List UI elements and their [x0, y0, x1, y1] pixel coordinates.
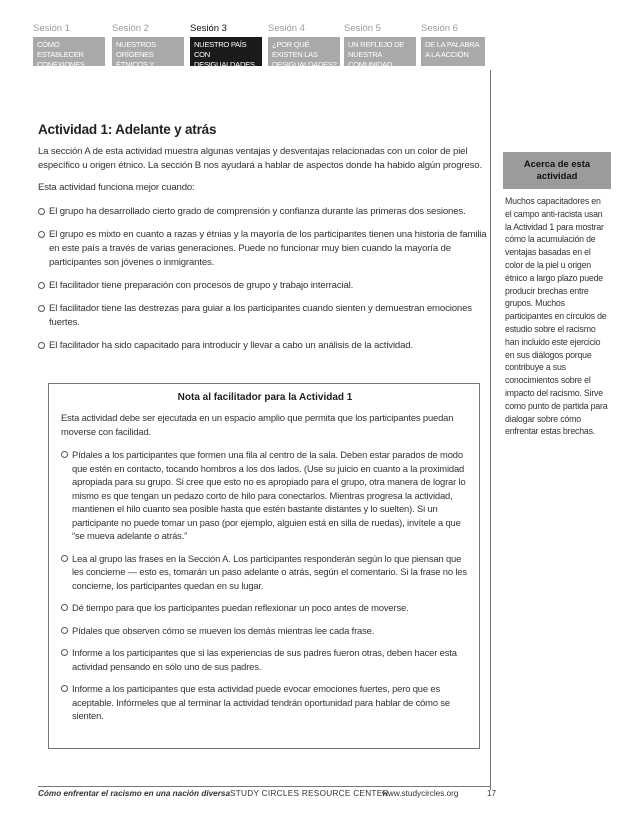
page-footer — [38, 789, 498, 803]
list-item-text: El grupo es mixto en cuanto a razas y étnias y la mayoría de los participantes tienen una historia de familia en este país a través de varias generaciones. Puede no funcionar muy bien cuando la mayoría de participantes son jóvenes o inmigrantes. — [49, 229, 487, 268]
list-item — [38, 339, 488, 353]
list-item-text: Informe a los participantes que si las experiencias de sus padres fueron otras, deben hacer esta actividad pensando en sólo uno de sus padres. — [72, 647, 457, 672]
tab-session-2[interactable] — [112, 22, 184, 79]
tab-session-title: CÓMO ESTABLECER CONEXIONES — [33, 37, 105, 66]
sidebar-about — [503, 152, 611, 438]
circle-bullet-icon — [61, 451, 68, 458]
column-divider — [490, 70, 491, 790]
circle-bullet-icon — [38, 208, 45, 215]
tab-session-label: Sesión 6 — [421, 23, 458, 34]
list-item — [61, 646, 469, 673]
circle-bullet-icon — [61, 555, 68, 562]
note-title: Nota al facilitador para la Actividad 1 — [177, 392, 353, 403]
tab-session-3[interactable] — [190, 22, 262, 70]
list-item — [38, 205, 488, 219]
tab-session-title: DE LA PALABRA A LA ACCIÓN — [421, 37, 485, 66]
circle-bullet-icon — [61, 604, 68, 611]
list-item — [61, 448, 469, 543]
activity-title: Actividad 1: Adelante y atrás — [38, 122, 217, 137]
circle-bullet-icon — [61, 685, 68, 692]
activity-section — [38, 122, 488, 362]
session-tabs — [33, 22, 485, 79]
sidebar-title: Acerca de esta actividad — [503, 152, 611, 189]
tab-session-title: NUESTRO PAÍS CON DESIGUALDADES — [190, 37, 262, 66]
footer-org: STUDY CIRCLES RESOURCE CENTER — [230, 789, 389, 798]
tab-session-label: Sesión 2 — [112, 23, 149, 34]
footer-divider — [38, 786, 491, 787]
list-item-text: Lea al grupo las frases en la Sección A. Los participantes responderán según lo que piensan que les concierne — esto es, tomarán un paso adelante o atrás, según el comentario. Si la frase no les concierne, los participantes quedan en su lugar. — [72, 552, 467, 591]
tab-session-label: Sesión 3 — [190, 23, 227, 34]
list-item-text: El facilitador ha sido capacitado para introducir y llevar a cabo un análisis de la actividad. — [49, 340, 414, 351]
tab-session-title: ¿POR QUÉ EXISTEN LAS DESIGUALDADES? — [268, 37, 340, 66]
list-item-text: Dé tiempo para que los participantes puedan reflexionar un poco antes de moverse. — [72, 602, 409, 613]
circle-bullet-icon — [38, 305, 45, 312]
list-item — [61, 682, 469, 723]
list-item-text: El facilitador tiene las destrezas para guiar a los participantes cuando sienten y demuestran emociones fuertes. — [49, 303, 472, 328]
activity-intro: La sección A de esta actividad muestra algunas ventajas y desventajas relacionadas con un color de piel específico u origen étnico. La sección B nos ayudará a hablar de aspectos donde ha habido algún progreso. — [38, 146, 483, 171]
sidebar-body: Muchos capacitadores en el campo anti-racista usan la Actividad 1 para mostrar cómo la acumulación de ventajas basadas en el color de la piel u origen étnico a largo plazo puede producir brechas entre grupos. Muchos participantes en círculos de estudio sobre el racismo han incluido este ejercicio en sus diálogos porque contribuye a sus conocimientos sobre el impacto del racismo. Sirve como punto de partida para dialogar sobre cómo enfrentar estas brechas. — [505, 196, 608, 437]
list-item-text: Informe a los participantes que esta actividad puede evocar emociones fuertes, pero que es aceptable. Infórmeles que al terminar la actividad tendrán oportunidad para hablar de cómo se sienten. — [72, 683, 450, 721]
list-item-text: El facilitador tiene preparación con procesos de grupo y trabajo interracial. — [49, 280, 354, 291]
tab-session-5[interactable] — [344, 22, 416, 70]
circle-bullet-icon — [38, 342, 45, 349]
list-item — [61, 601, 469, 615]
note-intro: Esta actividad debe ser ejecutada en un espacio amplio que permita que los participantes puedan moverse con facilidad. — [61, 412, 454, 437]
circle-bullet-icon — [38, 231, 45, 238]
tab-session-label: Sesión 4 — [268, 23, 305, 34]
circle-bullet-icon — [38, 282, 45, 289]
list-item-text: Pídales a los participantes que formen una fila al centro de la sala. Deben estar parados de modo que estén en contacto, tocando hombros a los dos lados. (Use su juicio en cuanto a la proximidad apropiada para su grupo. Si cree que esto no es apropiado para el grupo, otra manera de lograr lo mismo es que tengan un pedazo corto de hilo para conectarlos. Mientras progresa la actividad, mantienen el hilo cuanto sea posible hasta que estén bastante distantes y lo suelten). Si un participante no puede tomar un paso (por ejemplo, alguien está en silla de ruedas), invítele a que “se mueva adelante o atrás.” — [72, 449, 466, 541]
tab-session-title: NUESTROS ORÍGENES ÉTNICOS Y RACIALES — [112, 37, 184, 66]
works-best-label: Esta actividad funciona mejor cuando: — [38, 182, 195, 193]
footer-url[interactable]: www.studycircles.org — [382, 789, 459, 798]
list-item — [61, 624, 469, 638]
circle-bullet-icon — [61, 649, 68, 656]
footer-book-title: Cómo enfrentar el racismo en una nación diversa — [38, 789, 231, 798]
list-item — [61, 552, 469, 593]
tab-session-label: Sesión 5 — [344, 23, 381, 34]
list-item — [38, 302, 488, 330]
page-number: 17 — [487, 789, 497, 798]
tab-session-title: UN REFLEJO DE NUESTRA COMUNIDAD — [344, 37, 416, 66]
tab-session-6[interactable] — [421, 22, 485, 70]
circle-bullet-icon — [61, 627, 68, 634]
list-item-text: Pídales que observen cómo se mueven los demás mientras lee cada frase. — [72, 624, 375, 636]
list-item — [38, 279, 488, 293]
tab-session-label: Sesión 1 — [33, 23, 70, 34]
tab-session-1[interactable] — [33, 22, 105, 70]
list-item-text: El grupo ha desarrollado cierto grado de comprensión y confianza durante las primeras dos sesiones. — [49, 206, 466, 217]
facilitator-note-box — [48, 383, 480, 749]
list-item — [38, 228, 488, 270]
tab-session-4[interactable] — [268, 22, 340, 70]
